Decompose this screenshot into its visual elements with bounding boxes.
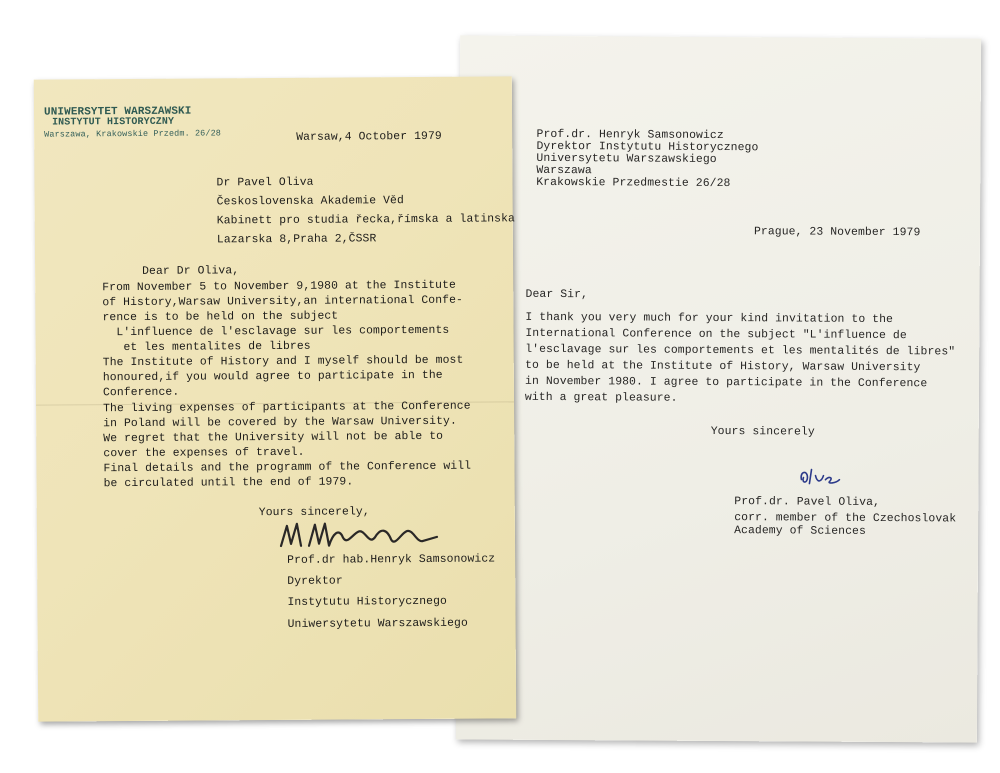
recipient-line: Kabinett pro studia řecka,římska a latinska <box>216 213 516 228</box>
body-line: International Conference on the subject "L'influence de <box>525 327 907 343</box>
signature-samsonowicz <box>273 515 443 556</box>
signature-line: Prof.dr. Pavel Oliva, <box>734 496 880 509</box>
body-line: Conference. <box>102 386 180 400</box>
salutation: Dear Sir, <box>525 288 589 302</box>
body-line: From November 5 to November 9,1980 at the Institute <box>102 279 456 295</box>
address-line: Krakowskie Przedmestie 26/28 <box>536 176 731 191</box>
recipient-line: Lazarska 8,Praha 2,ČSSR <box>216 233 377 247</box>
signature-line: Prof.dr hab.Henryk Samsonowicz <box>287 553 496 567</box>
body-line: of History,Warsaw University,an international Confe- <box>102 294 464 310</box>
stamp-line-1: UNIWERSYTET WARSZAWSKI <box>43 105 192 119</box>
body-line: The Institute of History and I myself should be most <box>102 354 464 370</box>
letter-warsaw <box>34 76 516 721</box>
body-line: L'influence de l'esclavage sur les comportements <box>102 324 450 340</box>
body-line: I thank you very much for your kind invitation to the <box>525 311 894 327</box>
letter-date: Warsaw,4 October 1979 <box>296 130 442 144</box>
body-line: honoured,if you would agree to participate in the <box>102 369 443 385</box>
signature-line: Dyrektor <box>287 575 343 588</box>
recipient-line: Československa Akademie Věd <box>216 195 404 209</box>
address-line: Universytetu Warszawskiego <box>536 152 717 166</box>
address-line: Dyrektor Instytutu Historycznego <box>536 140 759 155</box>
body-line: with a great pleasure. <box>524 391 678 405</box>
body-line: cover the expenses of travel. <box>103 446 305 461</box>
signature-line: Instytutu Historycznego <box>287 595 447 609</box>
stamp-line-3: Warszawa, Krakowskie Przedm. 26/28 <box>44 128 222 140</box>
signature-line: Academy of Sciences <box>734 525 866 538</box>
signature-line: corr. member of the Czechoslovak <box>734 512 957 526</box>
body-line: rence is to be held on the subject <box>102 310 339 325</box>
address-line: Warszawa <box>536 164 592 178</box>
body-line: et les mentalites de libres <box>102 340 311 355</box>
body-line: l'esclavage sur les comportements et les mentalités de libres" <box>525 343 956 359</box>
signature-oliva <box>795 465 855 489</box>
stamp-line-2: INSTYTUT HISTORYCZNY <box>52 116 175 129</box>
body-line: We regret that the University will not be able to <box>103 430 444 446</box>
body-line: be circulated until the end of 1979. <box>103 476 354 491</box>
body-line: in November 1980. I agree to participate in the Conference <box>525 375 928 391</box>
recipient-line: Dr Pavel Oliva <box>216 176 314 190</box>
body-line: Final details and the programm of the Conference will <box>103 460 472 476</box>
address-line: Prof.dr. Henryk Samsonowicz <box>536 128 724 143</box>
closing: Yours sincerely <box>710 425 815 439</box>
closing: Yours sincerely, <box>258 506 370 520</box>
letter-prague <box>456 35 981 742</box>
signature-line: Uniwersytetu Warszawskiego <box>287 617 468 631</box>
letter-date: Prague, 23 November 1979 <box>753 226 921 240</box>
body-line: in Poland will be covered by the Warsaw University. <box>103 415 457 431</box>
body-line: to be held at the Institute of History, Warsaw University <box>525 359 921 375</box>
body-line: The living expenses of participants at the Conference <box>103 400 471 416</box>
salutation: Dear Dr Oliva, <box>142 265 240 278</box>
